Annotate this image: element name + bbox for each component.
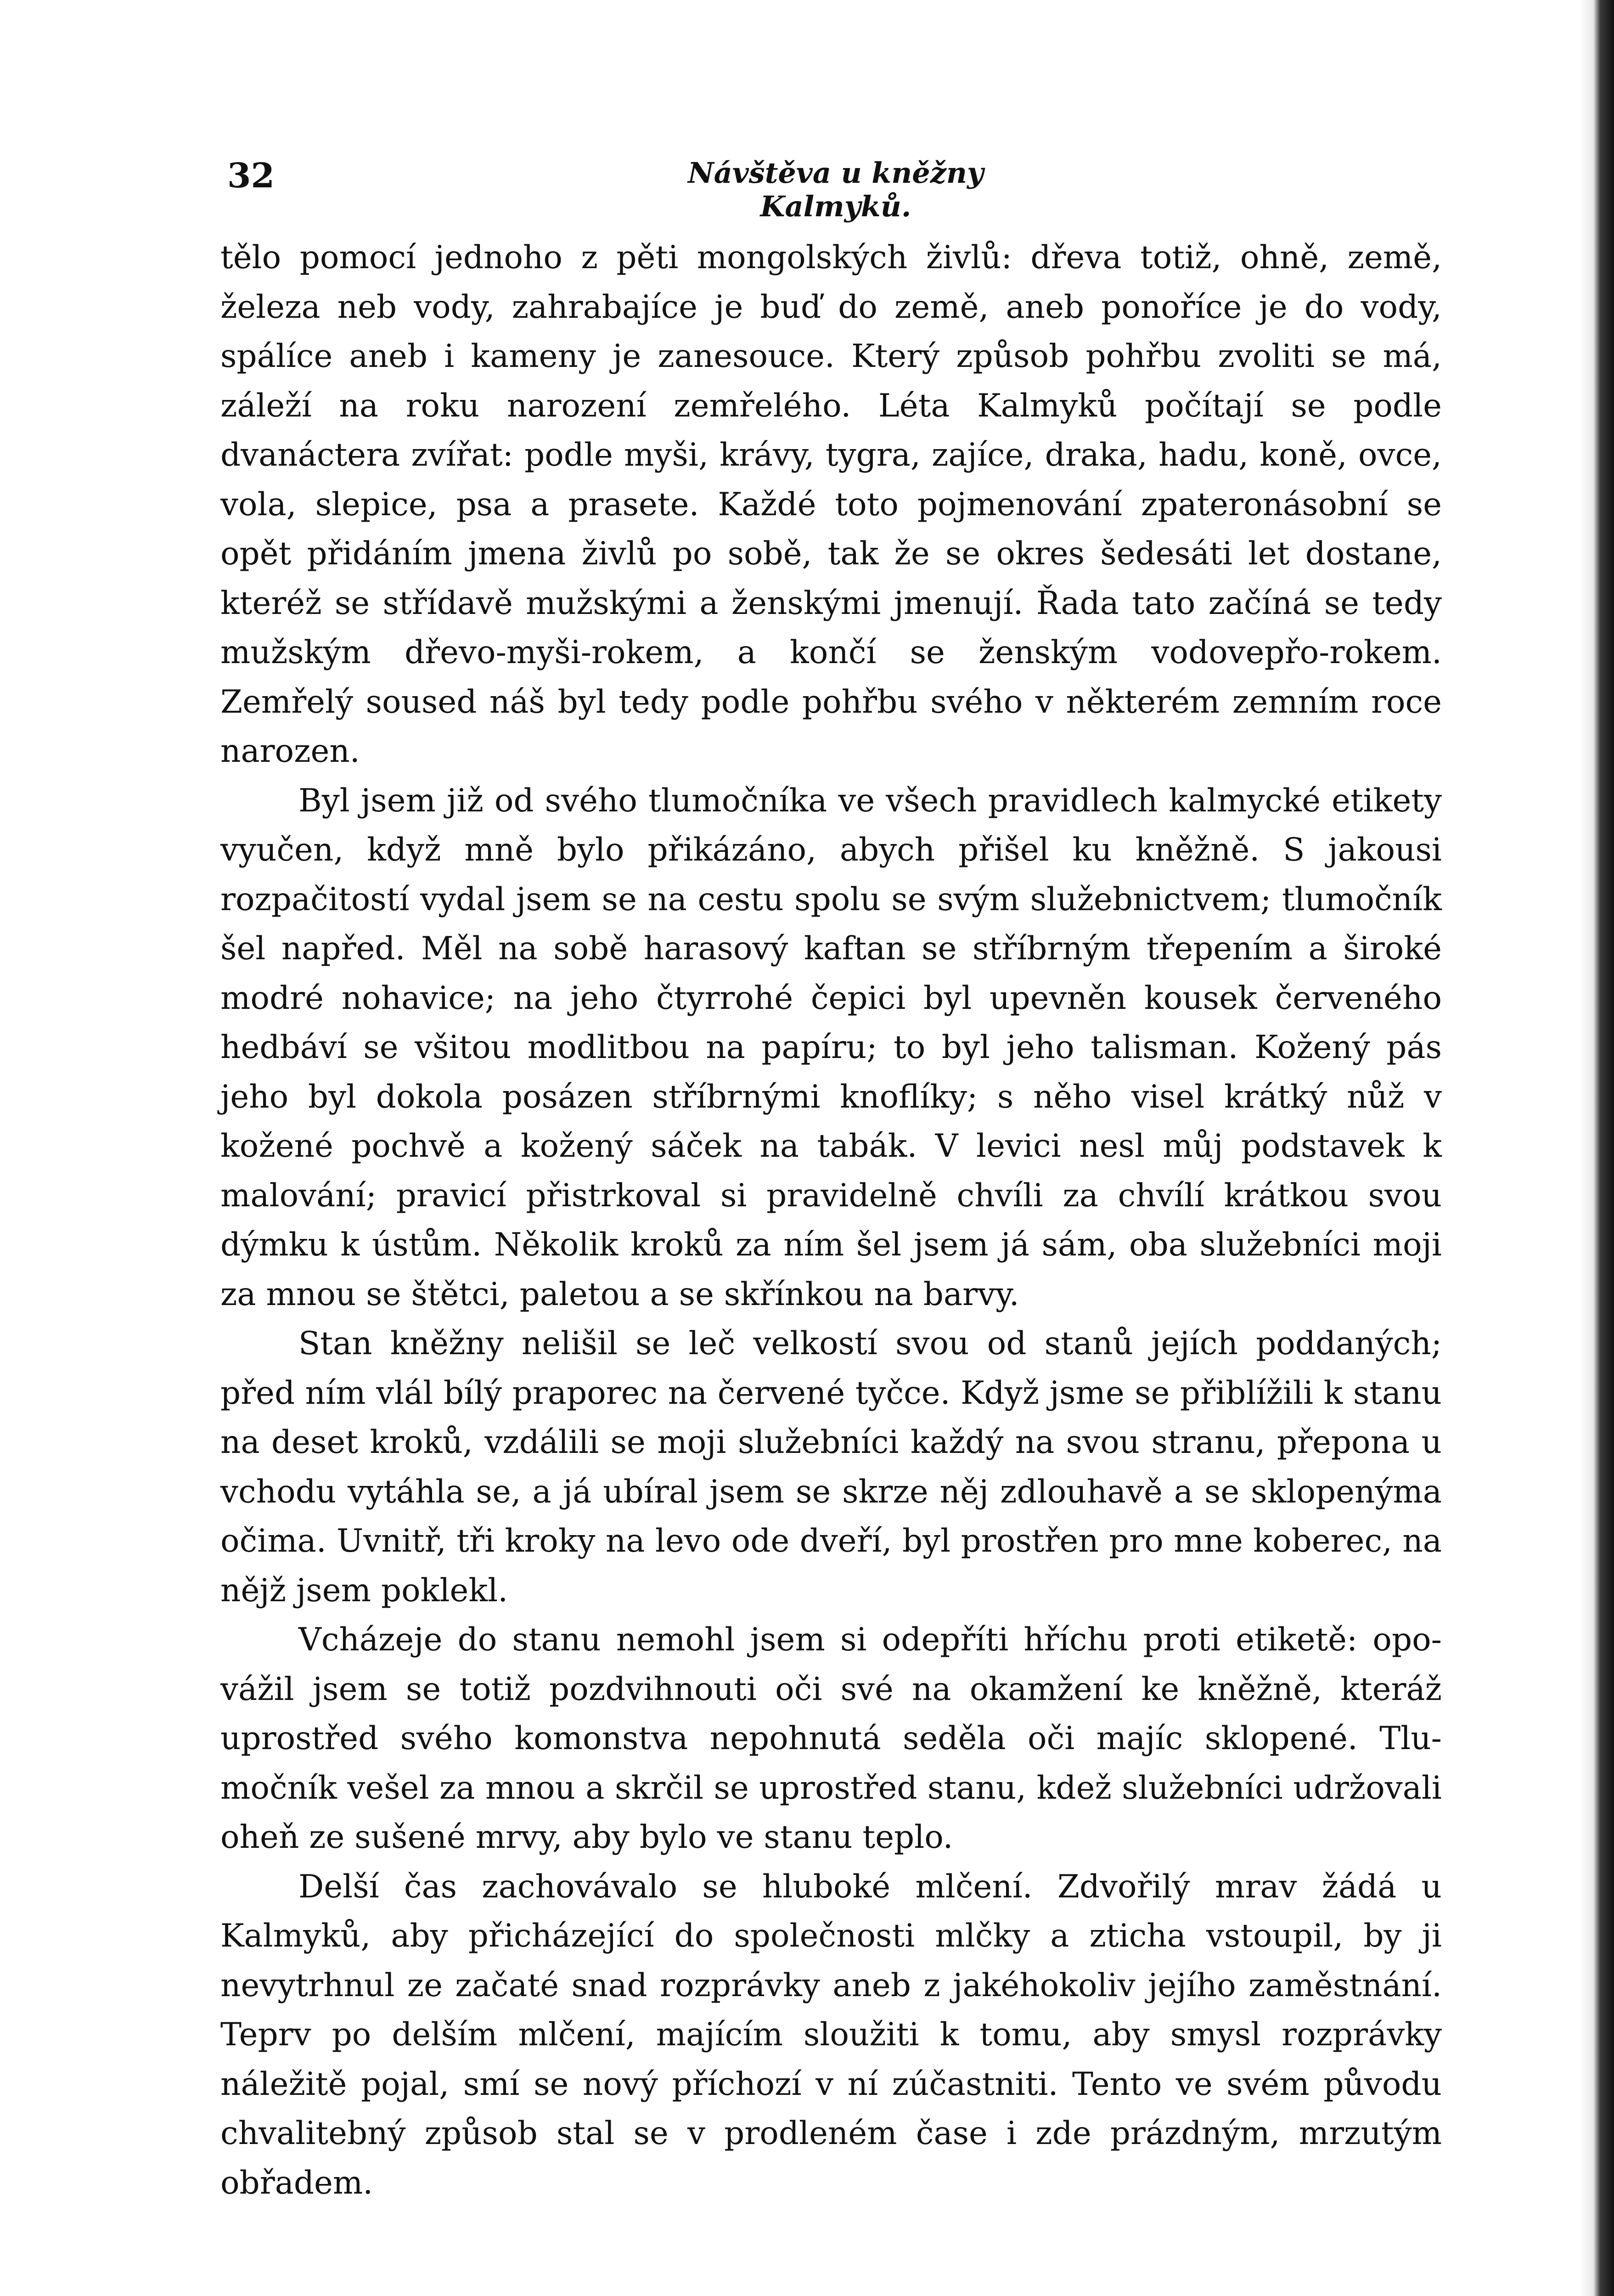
paragraph: tělo pomocí jednoho z pěti mongolských živlů: dřeva totiž, ohně, země, železa neb vody, zahrabajíce je buď do země, aneb ponoříce je do vody, spálíce aneb i kameny je zanesouce. Který způsob pohřbu zvoliti se má, záleží na roku narození zemřelého. Léta Kalmyků počítají se podle dvanáctera zvířat: podle myši, krávy, tygra, zajíce, draka, hadu, koně, ovce, vola, slepice, psa a prasete. Každé toto pojmenování zpateronásobní se opět přidáním jmena živlů po sobě, tak že se okres šedesáti let dostane, kteréž se střídavě mužskými a ženskými jmenují. Řada tato začíná se tedy mužským dřevo-myši-rokem, a končí se ženským vodovepřo-rokem. Zemřelý soused náš byl tedy podle pohřbu svého v některém zemním roce narozen.	[220, 239, 1442, 770]
body-text	[220, 233, 1442, 2208]
paragraph: Stan kněžny nelišil se leč velkostí svou od stanů jejích poddaných; před ním vlál bílý praporec na červené tyčce. Když jsme se přiblížili k stanu na deset kroků, vzdálili se moji služebníci každý na svou stranu, přepona u vchodu vytáhla se, a já ubíral jsem se skrze něj zdlouhavě a se sklopenýma očima. Uvnitř, tři kroky na levo ode dveří, byl prostřen pro mne koberec, na nějž jsem poklekl.	[220, 1325, 1442, 1609]
page-number: 32	[227, 156, 275, 196]
paragraph: Delší čas zachovávalo se hluboké mlčení. Zdvořilý mrav žádá u Kalmyků, aby přicházející do společnosti mlčky a zticha vstoupil, by ji nevytrhnul ze začaté snad rozprávky aneb z jakéhokoliv jejího zaměstnání. Teprv po delším mlčení, majícím sloužiti k tomu, aby smysl rozprávky náležitě pojal, smí se nový příchozí v ní zúčastniti. Tento ve svém původu chvalitebný způsob stal se v prodleném čase i zde prázdným, mrzutým obřadem.	[220, 1868, 1442, 2201]
paragraph: Byl jsem již od svého tlumočníka ve všech pravidlech kalmycké etikety vyučen, když mně bylo přikázáno, abych přišel ku kněžně. S jakousi rozpačitostí vydal jsem se na cestu spolu se svým služebnictvem; tlumočník šel napřed. Měl na sobě harasový kaftan se stříbrným třepením a široké modré nohavice; na jeho čtyrrohé čepici byl upevněn kousek červeného hedbáví se všitou modlitbou na papíru; to byl jeho talisman. Kožený pás jeho byl dokola posázen stříbrnými knoflíky; s něho visel krátký nůž v kožené pochvě a kožený sáček na tabák. V levici nesl můj podstavek k malování; pravicí přistrkoval si pravidelně chvíli za chvílí krátkou svou dýmku k ústům. Několik kroků za ním šel jsem já sám, oba služebníci moji za mnou se štětci, paletou a se skřínkou na barvy.	[220, 782, 1442, 1313]
running-title: Návštěva u kněžny Kalmyků.	[687, 156, 984, 223]
scan-page-edge	[1580, 0, 1614, 2296]
paragraph: Vcházeje do stanu nemohl jsem si odepříti hříchu proti etiketě: opovážil jsem se totiž pozdvihnouti oči své na okamžení ke kněžně, kteráž uprostřed svého komonstva nepohnutá seděla oči majíc sklopené. Tlumočník vešel za mnou a skrčil se uprostřed stanu, kdež služebníci udržovali oheň ze sušené mrvy, aby bylo ve stanu teplo.	[220, 1621, 1442, 1856]
